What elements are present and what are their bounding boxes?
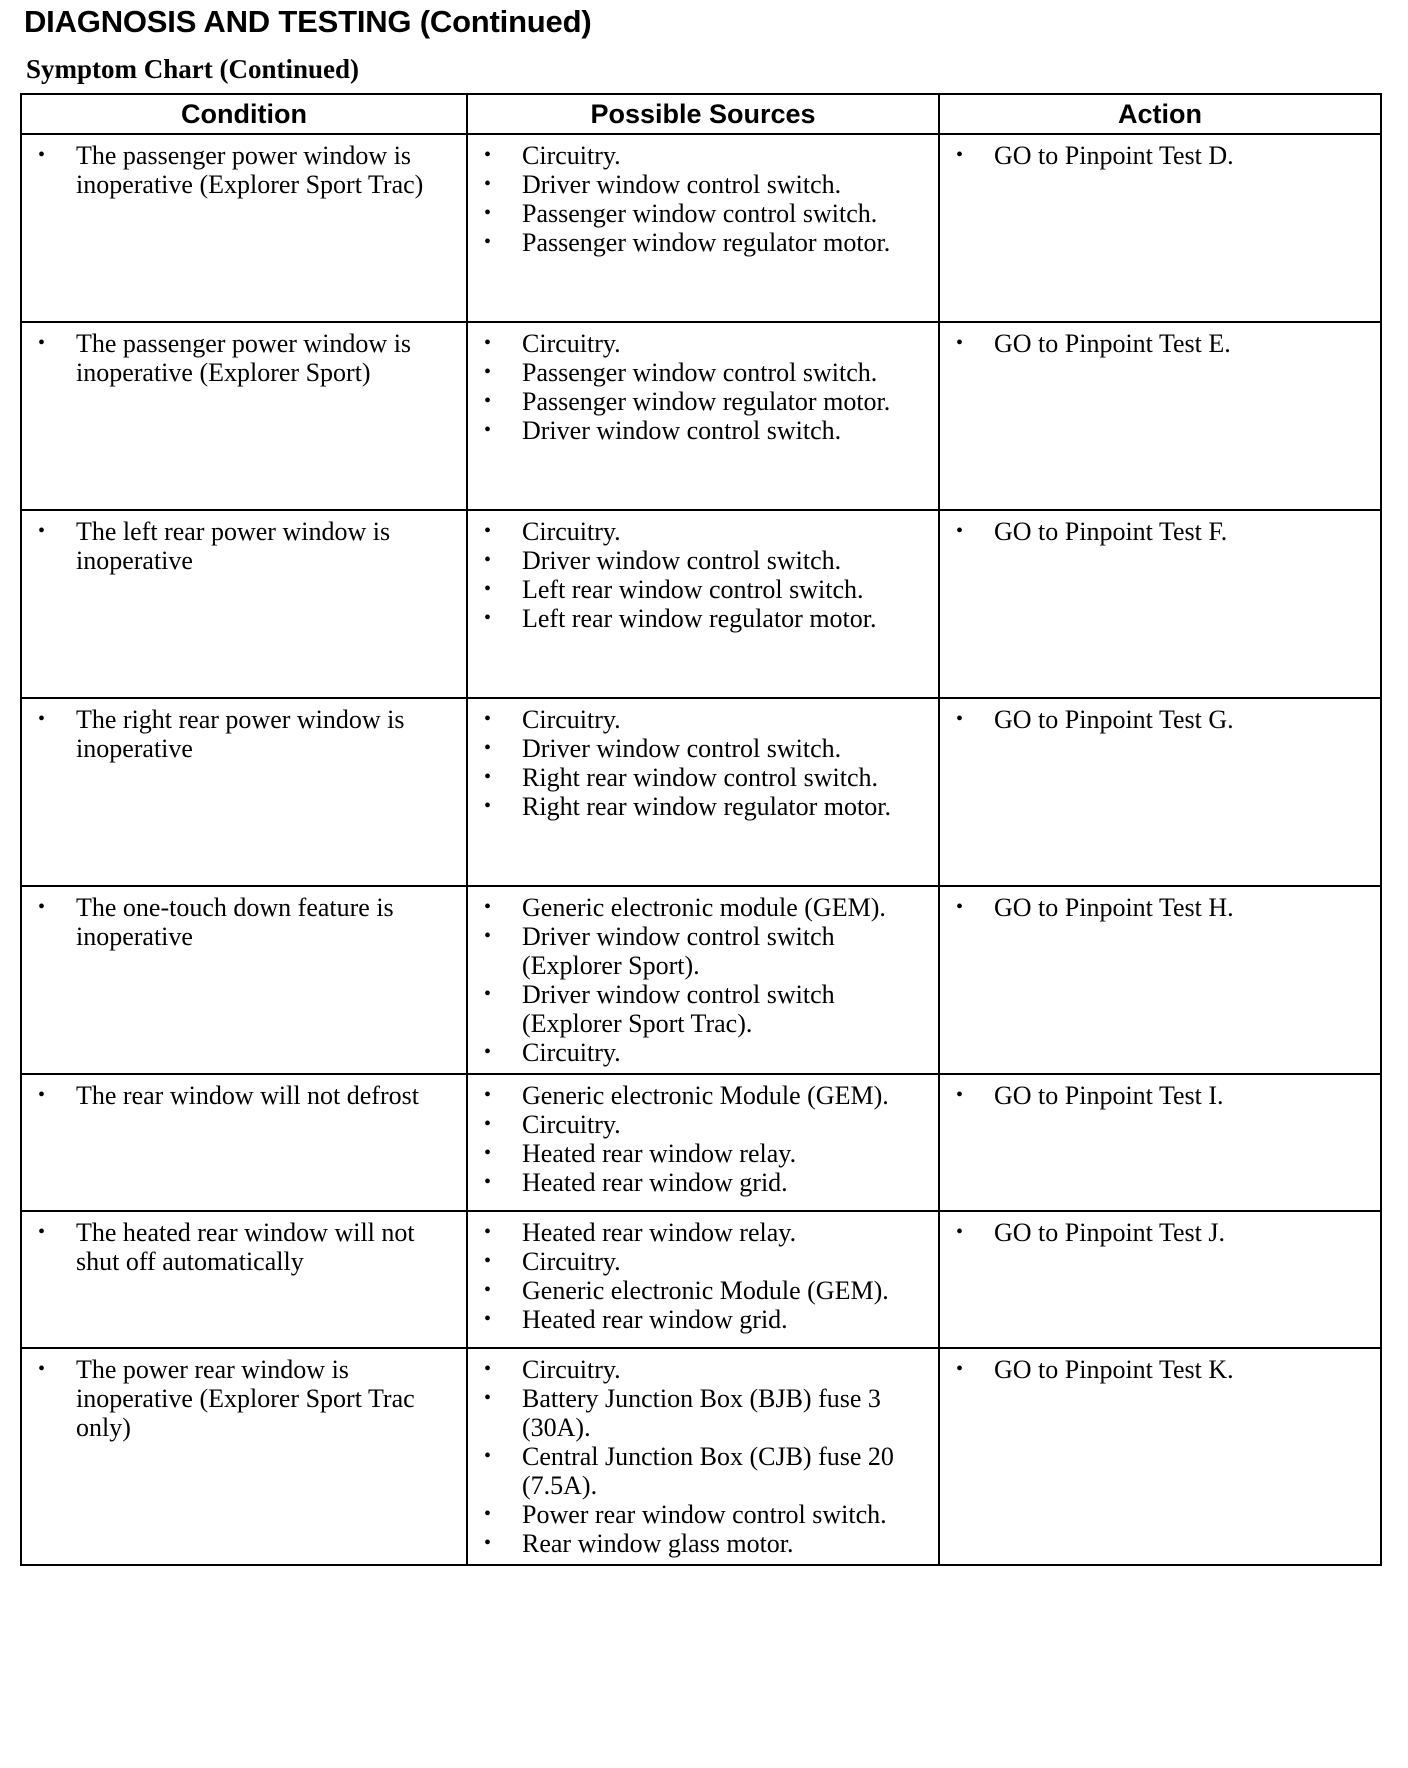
- bullet-icon: •: [484, 1250, 492, 1272]
- condition-text: The left rear power window is inoperative: [76, 517, 391, 575]
- list-item: [952, 329, 1372, 358]
- bullet-icon: •: [484, 1041, 492, 1063]
- condition-text: The right rear power window is inoperative: [76, 705, 405, 763]
- bullet-icon: •: [484, 708, 492, 730]
- list-item: [34, 705, 458, 763]
- bullet-list: [480, 705, 930, 821]
- list-item: [480, 517, 930, 546]
- action-cell: [939, 322, 1381, 510]
- list-item: [34, 1355, 458, 1442]
- bullet-icon: •: [484, 1084, 492, 1106]
- source-text: Passenger window regulator motor.: [522, 228, 891, 257]
- bullet-icon: •: [956, 1221, 964, 1243]
- bullet-list: [952, 705, 1372, 734]
- bullet-icon: •: [956, 1084, 964, 1106]
- source-text: Left rear window control switch.: [522, 575, 864, 604]
- bullet-list: [952, 893, 1372, 922]
- bullet-icon: •: [956, 332, 964, 354]
- bullet-icon: •: [484, 549, 492, 571]
- source-text: Central Junction Box (CJB) fuse 20 (7.5A).: [522, 1442, 894, 1500]
- action-cell: [939, 1074, 1381, 1211]
- bullet-icon: •: [484, 1171, 492, 1193]
- table-row: [21, 322, 1381, 510]
- table-row: [21, 510, 1381, 698]
- bullet-list: [34, 1355, 458, 1442]
- list-item: [480, 604, 930, 633]
- source-text: Circuitry.: [522, 705, 621, 734]
- bullet-icon: •: [484, 1279, 492, 1301]
- list-item: [952, 1218, 1372, 1247]
- source-text: Generic electronic Module (GEM).: [522, 1081, 889, 1110]
- list-item: [952, 705, 1372, 734]
- list-item: [480, 387, 930, 416]
- bullet-icon: •: [484, 332, 492, 354]
- source-text: Right rear window control switch.: [522, 763, 878, 792]
- sources-cell: [467, 1211, 939, 1348]
- bullet-icon: •: [484, 202, 492, 224]
- list-item: [480, 1442, 930, 1500]
- bullet-icon: •: [484, 1142, 492, 1164]
- bullet-icon: •: [956, 708, 964, 730]
- source-text: Heated rear window grid.: [522, 1305, 788, 1334]
- sources-cell: [467, 886, 939, 1074]
- source-text: Circuitry.: [522, 141, 621, 170]
- action-text: GO to Pinpoint Test K.: [994, 1355, 1234, 1384]
- list-item: [480, 792, 930, 821]
- source-text: Circuitry.: [522, 1355, 621, 1384]
- bullet-icon: •: [38, 332, 46, 354]
- list-item: [480, 1139, 930, 1168]
- action-text: GO to Pinpoint Test E.: [994, 329, 1231, 358]
- source-text: Right rear window regulator motor.: [522, 792, 891, 821]
- action-text: GO to Pinpoint Test D.: [994, 141, 1234, 170]
- list-item: [952, 893, 1372, 922]
- bullet-list: [480, 1218, 930, 1334]
- bullet-icon: •: [484, 983, 492, 1005]
- bullet-icon: •: [484, 925, 492, 947]
- bullet-icon: •: [484, 1358, 492, 1380]
- list-item: [34, 329, 458, 387]
- table-body: [21, 134, 1381, 1565]
- bullet-icon: •: [484, 1113, 492, 1135]
- sources-cell: [467, 510, 939, 698]
- action-cell: [939, 1211, 1381, 1348]
- bullet-list: [34, 517, 458, 575]
- bullet-icon: •: [38, 520, 46, 542]
- bullet-icon: •: [38, 1084, 46, 1106]
- bullet-list: [34, 705, 458, 763]
- condition-text: The passenger power window is inoperative (Explorer Sport Trac): [76, 141, 424, 199]
- source-text: Generic electronic module (GEM).: [522, 893, 886, 922]
- bullet-list: [34, 141, 458, 199]
- sources-cell: [467, 134, 939, 322]
- bullet-icon: •: [956, 1358, 964, 1380]
- list-item: [480, 1529, 930, 1558]
- list-item: [480, 1305, 930, 1334]
- bullet-list: [480, 329, 930, 445]
- condition-text: The power rear window is inoperative (Explorer Sport Trac only): [76, 1355, 415, 1442]
- bullet-list: [480, 893, 930, 1067]
- list-item: [480, 1500, 930, 1529]
- table-row: [21, 886, 1381, 1074]
- bullet-icon: •: [484, 390, 492, 412]
- source-text: Passenger window control switch.: [522, 199, 878, 228]
- source-text: Passenger window control switch.: [522, 358, 878, 387]
- list-item: [480, 199, 930, 228]
- bullet-icon: •: [484, 1532, 492, 1554]
- bullet-icon: •: [484, 737, 492, 759]
- source-text: Circuitry.: [522, 1247, 621, 1276]
- bullet-icon: •: [484, 144, 492, 166]
- condition-text: The one-touch down feature is inoperative: [76, 893, 394, 951]
- sources-cell: [467, 322, 939, 510]
- source-text: Heated rear window relay.: [522, 1139, 797, 1168]
- bullet-icon: •: [484, 795, 492, 817]
- sources-cell: [467, 698, 939, 886]
- bullet-icon: •: [956, 896, 964, 918]
- bullet-list: [952, 1355, 1372, 1384]
- condition-text: The rear window will not defrost: [76, 1081, 419, 1110]
- table-row: [21, 134, 1381, 322]
- source-text: Driver window control switch.: [522, 734, 842, 763]
- bullet-list: [952, 1081, 1372, 1110]
- list-item: [952, 141, 1372, 170]
- condition-cell: [21, 134, 467, 322]
- list-item: [480, 416, 930, 445]
- condition-cell: [21, 1074, 467, 1211]
- bullet-icon: •: [484, 173, 492, 195]
- bullet-icon: •: [38, 708, 46, 730]
- bullet-icon: •: [38, 1358, 46, 1380]
- bullet-list: [952, 329, 1372, 358]
- source-text: Generic electronic Module (GEM).: [522, 1276, 889, 1305]
- list-item: [34, 141, 458, 199]
- condition-cell: [21, 1348, 467, 1565]
- bullet-list: [952, 1218, 1372, 1247]
- action-cell: [939, 134, 1381, 322]
- bullet-icon: •: [484, 896, 492, 918]
- sources-cell: [467, 1074, 939, 1211]
- table-row: [21, 698, 1381, 886]
- source-text: Driver window control switch (Explorer Sport).: [522, 922, 835, 980]
- source-text: Rear window glass motor.: [522, 1529, 794, 1558]
- condition-cell: [21, 510, 467, 698]
- list-item: [480, 141, 930, 170]
- page-title: DIAGNOSIS AND TESTING (Continued): [24, 4, 592, 39]
- list-item: [34, 517, 458, 575]
- bullet-icon: •: [484, 1221, 492, 1243]
- column-header-action: Action: [939, 94, 1381, 134]
- list-item: [480, 1081, 930, 1110]
- action-cell: [939, 886, 1381, 1074]
- table-row: [21, 1211, 1381, 1348]
- action-cell: [939, 698, 1381, 886]
- source-text: Driver window control switch.: [522, 546, 842, 575]
- list-item: [480, 1218, 930, 1247]
- list-item: [480, 329, 930, 358]
- source-text: Heated rear window relay.: [522, 1218, 797, 1247]
- bullet-icon: •: [484, 1387, 492, 1409]
- list-item: [480, 705, 930, 734]
- symptom-chart-table: [20, 93, 1382, 1566]
- list-item: [34, 1081, 458, 1110]
- source-text: Battery Junction Box (BJB) fuse 3 (30A).: [522, 1384, 881, 1442]
- bullet-icon: •: [38, 1221, 46, 1243]
- table-header-row: [21, 94, 1381, 134]
- bullet-icon: •: [956, 144, 964, 166]
- list-item: [480, 546, 930, 575]
- action-text: GO to Pinpoint Test G.: [994, 705, 1234, 734]
- bullet-list: [480, 517, 930, 633]
- list-item: [480, 1384, 930, 1442]
- source-text: Heated rear window grid.: [522, 1168, 788, 1197]
- condition-cell: [21, 886, 467, 1074]
- action-text: GO to Pinpoint Test H.: [994, 893, 1234, 922]
- list-item: [952, 1355, 1372, 1384]
- chart-subtitle: Symptom Chart (Continued): [26, 54, 360, 84]
- condition-cell: [21, 1211, 467, 1348]
- condition-cell: [21, 322, 467, 510]
- condition-text: The passenger power window is inoperative (Explorer Sport): [76, 329, 412, 387]
- action-text: GO to Pinpoint Test I.: [994, 1081, 1224, 1110]
- list-item: [480, 893, 930, 922]
- sources-cell: [467, 1348, 939, 1565]
- action-cell: [939, 510, 1381, 698]
- action-text: GO to Pinpoint Test F.: [994, 517, 1228, 546]
- bullet-icon: •: [38, 896, 46, 918]
- bullet-icon: •: [484, 766, 492, 788]
- source-text: Circuitry.: [522, 329, 621, 358]
- list-item: [34, 893, 458, 951]
- bullet-icon: •: [484, 361, 492, 383]
- bullet-list: [952, 141, 1372, 170]
- bullet-icon: •: [484, 419, 492, 441]
- list-item: [480, 922, 930, 980]
- bullet-icon: •: [484, 1308, 492, 1330]
- action-text: GO to Pinpoint Test J.: [994, 1218, 1226, 1247]
- bullet-list: [34, 893, 458, 951]
- list-item: [480, 980, 930, 1038]
- bullet-list: [480, 141, 930, 257]
- bullet-list: [34, 1218, 458, 1276]
- condition-cell: [21, 698, 467, 886]
- source-text: Passenger window regulator motor.: [522, 387, 891, 416]
- list-item: [480, 763, 930, 792]
- source-text: Circuitry.: [522, 1110, 621, 1139]
- source-text: Power rear window control switch.: [522, 1500, 887, 1529]
- bullet-icon: •: [484, 231, 492, 253]
- list-item: [480, 228, 930, 257]
- list-item: [480, 575, 930, 604]
- list-item: [952, 1081, 1372, 1110]
- source-text: Circuitry.: [522, 1038, 621, 1067]
- list-item: [480, 1038, 930, 1067]
- list-item: [34, 1218, 458, 1276]
- list-item: [952, 517, 1372, 546]
- bullet-icon: •: [484, 1503, 492, 1525]
- column-header-condition: Condition: [21, 94, 467, 134]
- action-cell: [939, 1348, 1381, 1565]
- bullet-list: [34, 329, 458, 387]
- bullet-icon: •: [484, 520, 492, 542]
- bullet-icon: •: [38, 144, 46, 166]
- table-row: [21, 1074, 1381, 1211]
- list-item: [480, 1110, 930, 1139]
- source-text: Driver window control switch.: [522, 170, 842, 199]
- bullet-list: [480, 1081, 930, 1197]
- list-item: [480, 734, 930, 763]
- list-item: [480, 1247, 930, 1276]
- bullet-icon: •: [484, 607, 492, 629]
- bullet-list: [480, 1355, 930, 1558]
- bullet-list: [34, 1081, 458, 1110]
- column-header-possible-sources: Possible Sources: [467, 94, 939, 134]
- table-row: [21, 1348, 1381, 1565]
- source-text: Circuitry.: [522, 517, 621, 546]
- condition-text: The heated rear window will not shut off automatically: [76, 1218, 415, 1276]
- bullet-icon: •: [484, 1445, 492, 1467]
- list-item: [480, 1276, 930, 1305]
- list-item: [480, 170, 930, 199]
- list-item: [480, 1168, 930, 1197]
- bullet-list: [952, 517, 1372, 546]
- source-text: Left rear window regulator motor.: [522, 604, 877, 633]
- bullet-icon: •: [484, 578, 492, 600]
- bullet-icon: •: [956, 520, 964, 542]
- source-text: Driver window control switch.: [522, 416, 842, 445]
- list-item: [480, 358, 930, 387]
- list-item: [480, 1355, 930, 1384]
- source-text: Driver window control switch (Explorer Sport Trac).: [522, 980, 835, 1038]
